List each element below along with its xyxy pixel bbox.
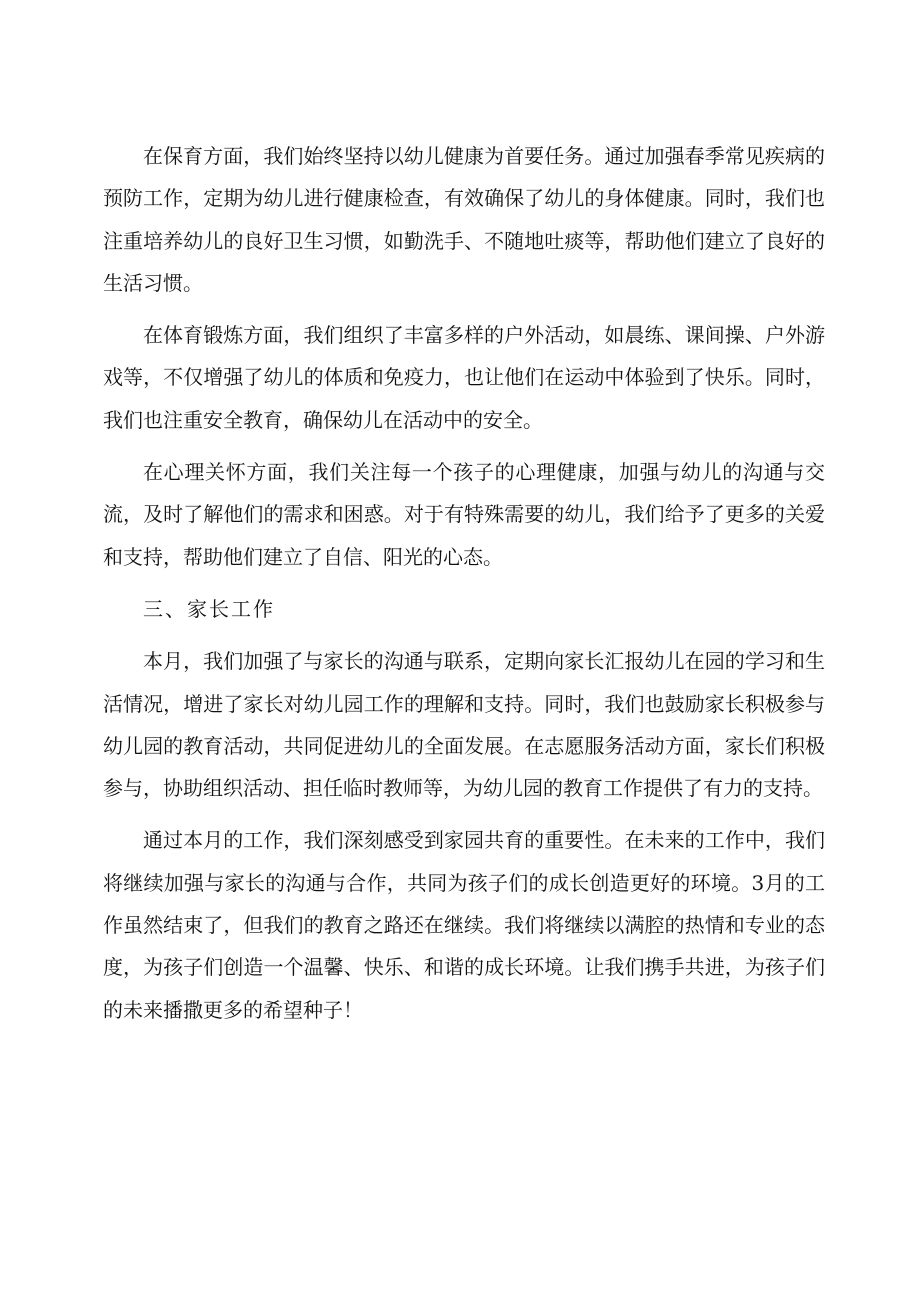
paragraph-psychological-care: 在心理关怀方面，我们关注每一个孩子的心理健康，加强与幼儿的沟通与交流，及时了解他们的需求和困惑。对于有特殊需要的幼儿，我们给予了更多的关爱和支持，帮助他们建立了自信、阳光的心态。 [103,460,825,569]
paragraph-physical-exercise: 在体育锻炼方面，我们组织了丰富多样的户外活动，如晨练、课间操、户外游戏等，不仅增强了幼儿的体质和免疫力，也让他们在运动中体验到了快乐。同时，我们也注重安全教育，确保幼儿在活动中的安全。 [103,323,825,432]
paragraph-parent-communication: 本月，我们加强了与家长的沟通与联系，定期向家长汇报幼儿在园的学习和生活情况，增进了家长对幼儿园工作的理解和支持。同时，我们也鼓励家长积极参与幼儿园的教育活动，共同促进幼儿的全面发展。在志愿服务活动方面，家长们积极参与，协助组织活动、担任临时教师等，为幼儿园的教育工作提供了有力的支持。 [103,649,825,801]
document-body [103,135,825,1031]
paragraph-conclusion: 通过本月的工作，我们深刻感受到家园共育的重要性。在未来的工作中，我们将继续加强与家长的沟通与合作，共同为孩子们的成长创造更好的环境。3月的工作虽然结束了，但我们的教育之路还在继续。我们将继续以满腔的热情和专业的态度，为孩子们创造一个温馨、快乐、和谐的成长环境。让我们携手共进，为孩子们的未来播撒更多的希望种子！ [103,828,825,1022]
paragraph-childcare-health: 在保育方面，我们始终坚持以幼儿健康为首要任务。通过加强春季常见疾病的预防工作，定期为幼儿进行健康检查，有效确保了幼儿的身体健康。同时，我们也注重培养幼儿的良好卫生习惯，如勤洗手、不随地吐痰等，帮助他们建立了良好的生活习惯。 [103,144,825,295]
section-heading-parent-work: 三、家长工作 [143,596,275,621]
